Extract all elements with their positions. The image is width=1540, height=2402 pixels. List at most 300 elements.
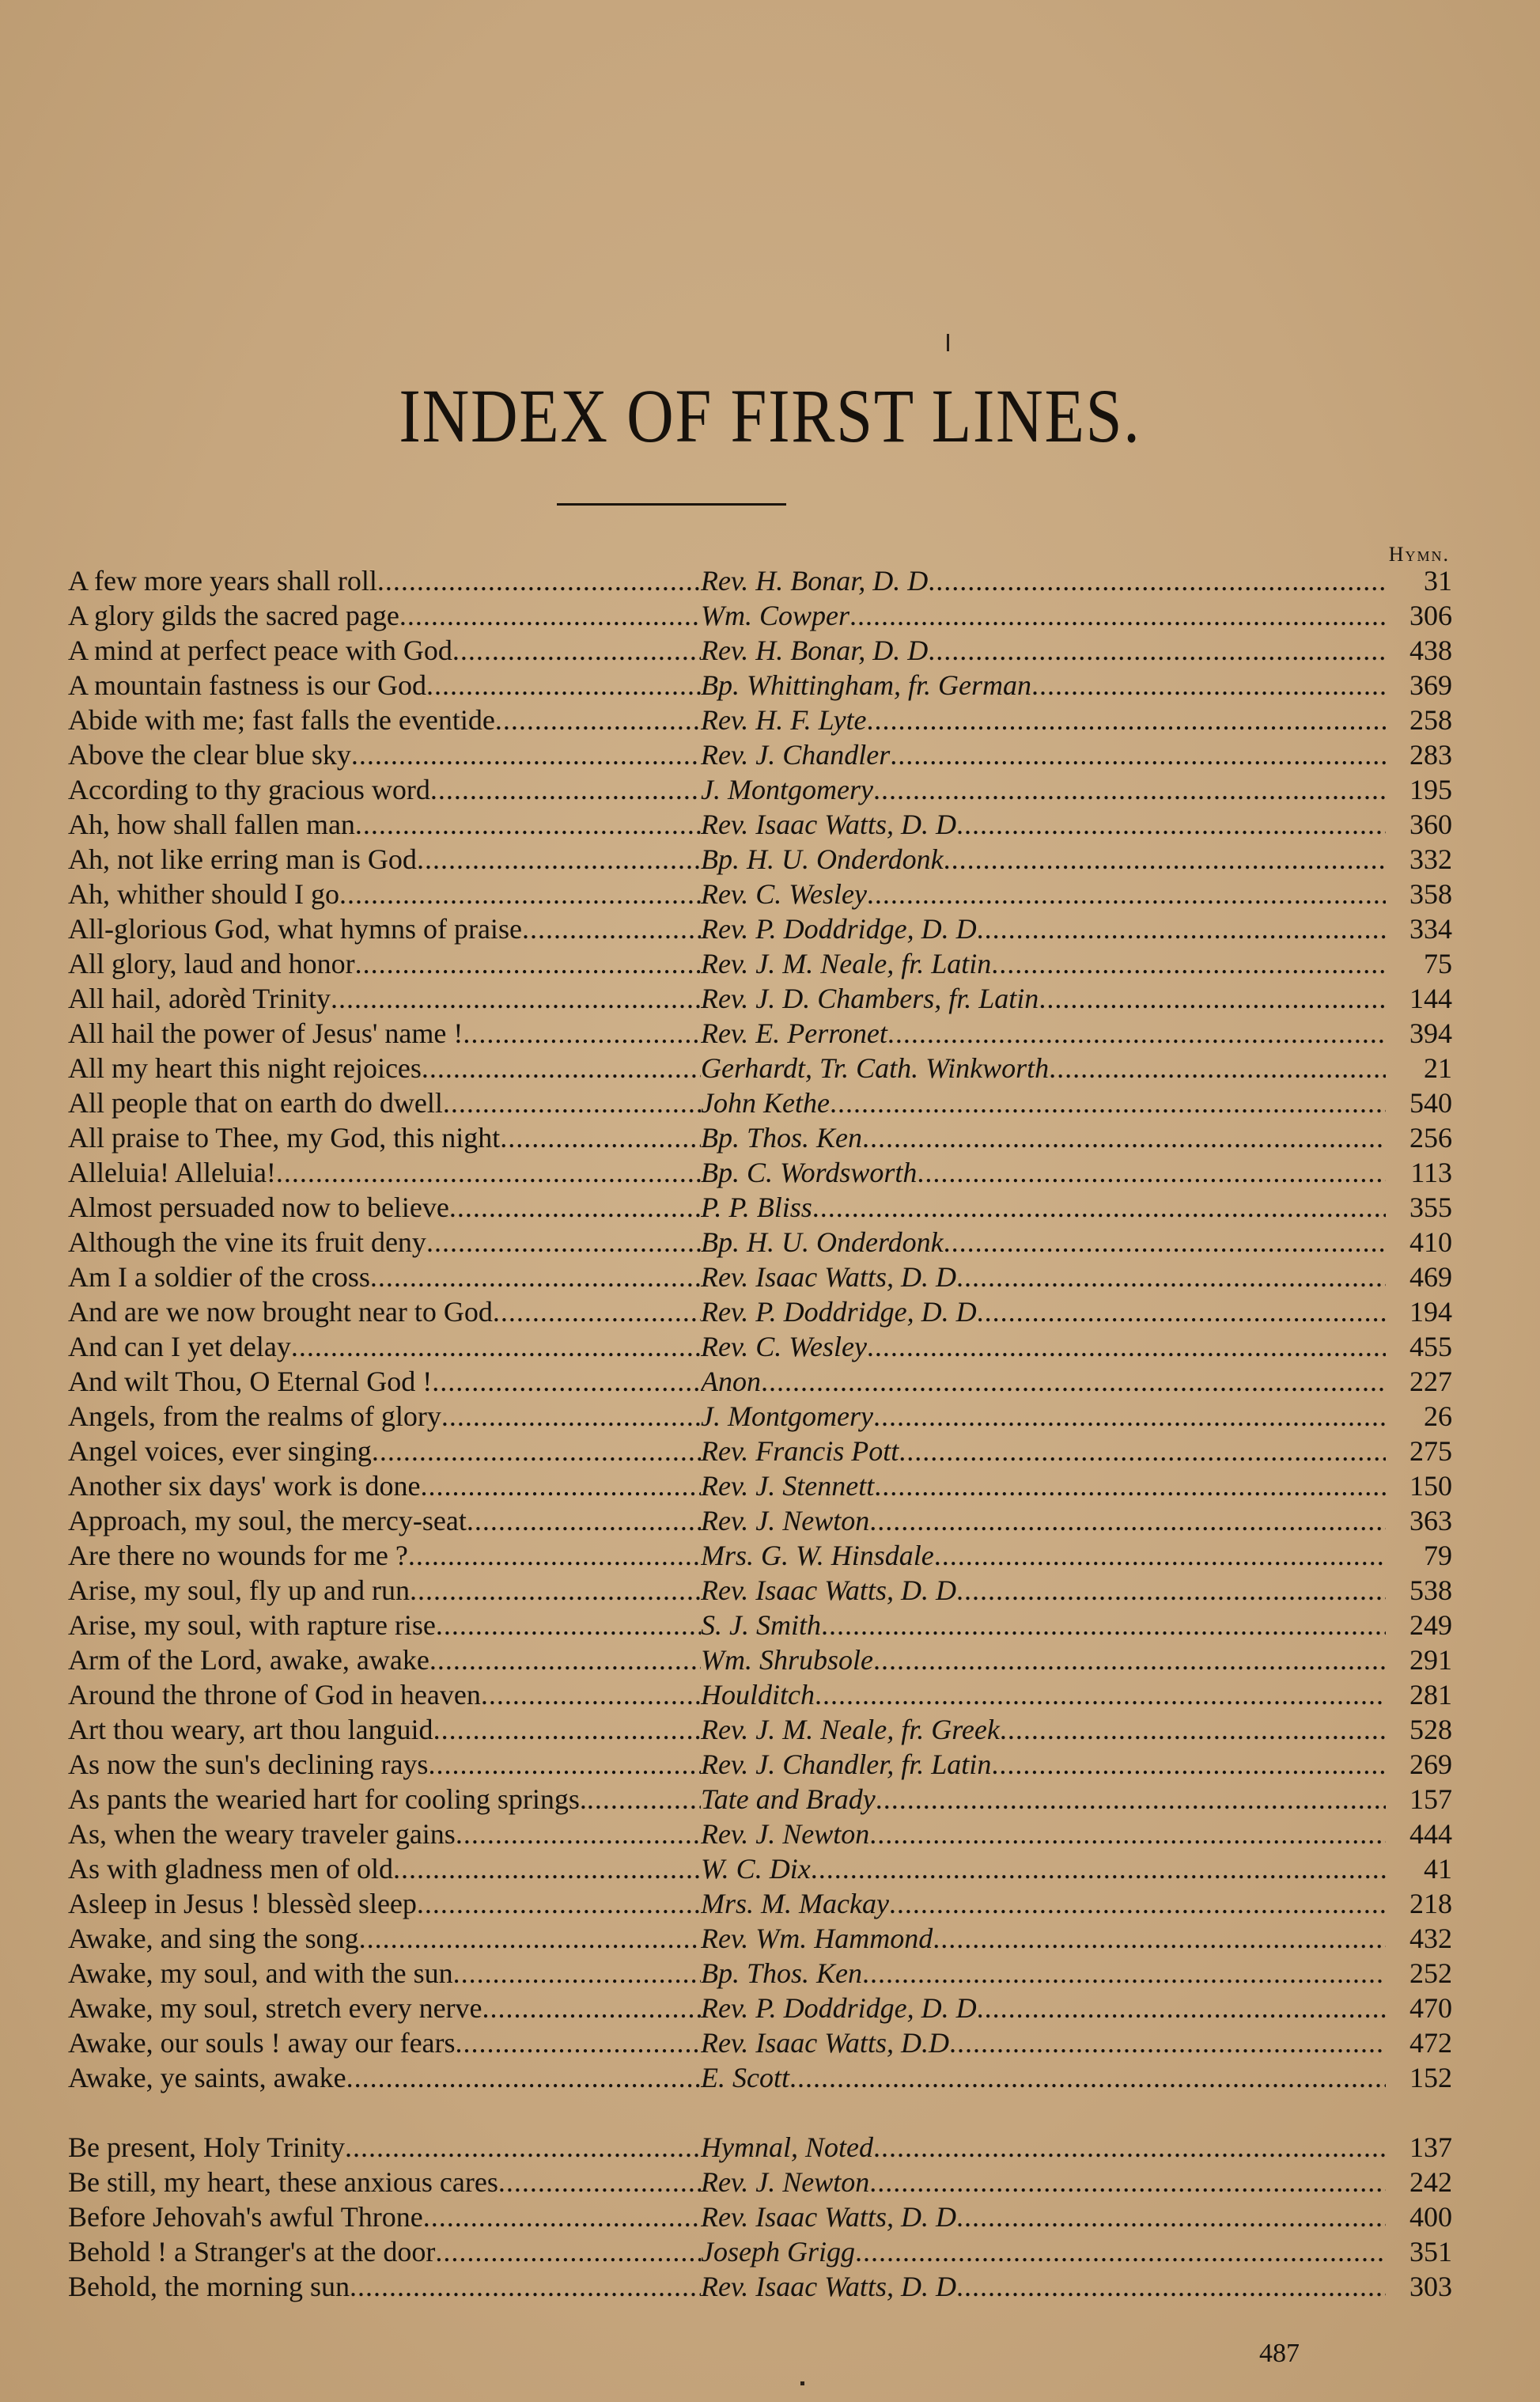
first-line: Angel voices, ever singing [68, 1435, 372, 1467]
dot-leader [433, 1712, 701, 1747]
dot-leader [436, 1608, 701, 1642]
author: Rev. C. Wesley [701, 1331, 867, 1362]
index-entry [68, 1817, 1452, 1851]
dot-leader [500, 1120, 701, 1155]
dot-leader [949, 2025, 1386, 2060]
hymn-number: 540 [1409, 1087, 1452, 1119]
dot-leader [423, 2199, 701, 2234]
dot-leader [345, 2130, 701, 2165]
dot-leader [498, 2165, 701, 2199]
first-line: Be still, my heart, these anxious cares [68, 2166, 498, 2198]
dot-leader [917, 1155, 1386, 1190]
dot-leader [493, 1294, 701, 1329]
dot-leader [867, 703, 1386, 737]
index-entry [68, 1712, 1452, 1747]
dot-leader [956, 2199, 1386, 2234]
hymn-number: 334 [1409, 913, 1452, 945]
dot-leader [482, 1991, 701, 2025]
dot-leader [370, 1260, 701, 1294]
index-entry [68, 946, 1452, 981]
index-entry [68, 2060, 1452, 2095]
hymn-number: 444 [1409, 1818, 1452, 1850]
hymn-number: 79 [1424, 1540, 1452, 1571]
index-entry [68, 1434, 1452, 1468]
first-line: Alleluia! Alleluia! [68, 1157, 276, 1188]
hymn-number: 283 [1409, 739, 1452, 771]
first-line: Behold, the morning sun [68, 2271, 350, 2302]
dot-leader [862, 1120, 1386, 1155]
hymn-column-header: Hymn. [1388, 543, 1450, 566]
index-entry [68, 1642, 1452, 1677]
author: E. Scott [701, 2062, 789, 2093]
first-line: As now the sun's declining rays [68, 1748, 429, 1780]
first-line: And are we now brought near to God [68, 1296, 493, 1328]
hymn-number: 195 [1409, 774, 1452, 805]
dot-leader [426, 668, 701, 703]
index-entry [68, 1782, 1452, 1817]
first-line: Arm of the Lord, awake, awake [68, 1644, 429, 1676]
hymn-number: 351 [1409, 2236, 1452, 2268]
dot-leader [821, 1608, 1386, 1642]
dot-leader [346, 2060, 701, 2095]
dot-leader [1031, 668, 1386, 703]
print-speck [947, 334, 949, 351]
dot-leader [812, 1190, 1386, 1225]
index-entry [68, 1364, 1452, 1399]
index-entry [68, 1538, 1452, 1573]
dot-leader [862, 1956, 1386, 1991]
dot-leader [876, 1782, 1386, 1817]
first-line: As pants the wearied hart for cooling springs. [68, 1783, 587, 1815]
author: Rev. Wm. Hammond [701, 1923, 933, 1954]
author: Bp. C. Wordsworth [701, 1157, 918, 1188]
index-entry [68, 807, 1452, 842]
dot-leader [956, 807, 1386, 842]
hymn-number: 218 [1409, 1888, 1452, 1919]
dot-leader [887, 1016, 1386, 1051]
author: Bp. H. U. Onderdonk [701, 843, 944, 875]
dot-leader [495, 703, 701, 737]
hymn-number: 332 [1409, 843, 1452, 875]
index-entry [68, 703, 1452, 737]
first-line: Awake, ye saints, awake [68, 2062, 346, 2093]
first-line: And can I yet delay [68, 1331, 291, 1362]
hymn-number: 358 [1409, 878, 1452, 910]
hymn-number: 400 [1409, 2201, 1452, 2233]
first-line: Ah, how shall fallen man [68, 809, 355, 840]
index-entry [68, 2130, 1452, 2165]
dot-leader [355, 946, 701, 981]
first-line: A mountain fastness is our God [68, 669, 426, 701]
author: Bp. Thos. Ken [701, 1957, 863, 1989]
first-line: Asleep in Jesus ! blessèd sleep [68, 1888, 417, 1919]
hymn-number: 152 [1409, 2062, 1452, 2093]
index-entry [68, 633, 1452, 668]
author: S. J. Smith [701, 1609, 821, 1641]
hymn-number: 410 [1409, 1226, 1452, 1258]
hymn-number: 306 [1409, 600, 1452, 631]
hymn-number: 31 [1424, 565, 1452, 597]
dot-leader [339, 877, 701, 911]
dot-leader [849, 598, 1386, 633]
hymn-number: 275 [1409, 1435, 1452, 1467]
author: Anon [701, 1366, 761, 1397]
index-entry [68, 2025, 1452, 2060]
dot-leader [291, 1329, 701, 1364]
dot-leader [867, 877, 1386, 911]
dot-leader [789, 2060, 1386, 2095]
hymn-number: 472 [1409, 2027, 1452, 2059]
hymn-number: 150 [1409, 1470, 1452, 1502]
dot-leader [441, 1399, 701, 1434]
index-entry [68, 1329, 1452, 1364]
author: Rev. J. Stennett [701, 1470, 875, 1502]
index-entry [68, 1608, 1452, 1642]
dot-leader [359, 1921, 701, 1956]
author: John Kethe [701, 1087, 830, 1119]
print-speck [800, 2381, 804, 2385]
index-entry [68, 1677, 1452, 1712]
author: Wm. Shrubsole [701, 1644, 873, 1676]
dot-leader [429, 1642, 701, 1677]
author: Rev. Isaac Watts, D. D [701, 2201, 956, 2233]
author: Rev. Isaac Watts, D. D [701, 809, 956, 840]
first-line: A mind at perfect peace with God [68, 635, 452, 666]
page-number: 487 [1259, 2339, 1300, 2368]
dot-leader [430, 772, 701, 807]
dot-leader [977, 1294, 1386, 1329]
index-entry [68, 2234, 1452, 2269]
dot-leader [372, 1434, 701, 1468]
author: Rev. P. Doddridge, D. D [701, 913, 977, 945]
dot-leader [874, 1468, 1386, 1503]
hymn-number: 291 [1409, 1644, 1452, 1676]
dot-leader [377, 563, 701, 598]
dot-leader [869, 2165, 1386, 2199]
index-entry [68, 842, 1452, 877]
dot-leader [355, 807, 701, 842]
dot-leader [463, 1016, 701, 1051]
dot-leader [420, 1468, 701, 1503]
dot-leader [443, 1085, 701, 1120]
hymn-number: 269 [1409, 1748, 1452, 1780]
dot-leader [977, 911, 1386, 946]
author: Rev. E. Perronet [701, 1017, 887, 1049]
first-line: A few more years shall roll [68, 565, 377, 597]
dot-leader [410, 1573, 701, 1608]
hymn-number: 394 [1409, 1017, 1452, 1049]
author: Mrs. M. Mackay [701, 1888, 889, 1919]
hymn-number: 113 [1410, 1157, 1452, 1188]
hymn-number: 369 [1409, 669, 1452, 701]
dot-leader [867, 1329, 1386, 1364]
author: Rev. P. Doddridge, D. D [701, 1296, 977, 1328]
dot-leader [873, 772, 1386, 807]
dot-leader [587, 1782, 701, 1817]
dot-leader [399, 598, 701, 633]
hymn-number: 242 [1409, 2166, 1452, 2198]
dot-leader [761, 1364, 1386, 1399]
author: Rev. H. Bonar, D. D [701, 565, 929, 597]
index-entry [68, 1886, 1452, 1921]
dot-leader [428, 1747, 701, 1782]
first-line: Awake, our souls ! away our fears [68, 2027, 456, 2059]
author: Rev. J. Chandler, fr. Latin [701, 1748, 992, 1780]
index-entry [68, 1921, 1452, 1956]
hymn-number: 256 [1409, 1122, 1452, 1154]
author: Rev. J. M. Neale, fr. Latin [701, 948, 992, 979]
index-list [68, 563, 1452, 2304]
hymn-number: 432 [1409, 1923, 1452, 1954]
first-line: Above the clear blue sky [68, 739, 351, 771]
dot-leader [426, 1225, 701, 1260]
author: Bp. H. U. Onderdonk [701, 1226, 944, 1258]
dot-leader [869, 1817, 1386, 1851]
index-entry [68, 1190, 1452, 1225]
first-line: Awake, and sing the song [68, 1923, 359, 1954]
author: Rev. Isaac Watts, D. D [701, 1574, 956, 1606]
index-entry [68, 598, 1452, 633]
first-line: Almost persuaded now to believe [68, 1192, 449, 1223]
author: Tate and Brady [701, 1783, 876, 1815]
first-line: Arise, my soul, fly up and run [68, 1574, 410, 1606]
dot-leader [991, 946, 1386, 981]
author: Rev. J. Newton [701, 1505, 870, 1536]
dot-leader [452, 633, 701, 668]
hymn-number: 21 [1424, 1052, 1452, 1084]
dot-leader [522, 911, 701, 946]
first-line: And wilt Thou, O Eternal God ! [68, 1366, 433, 1397]
author: Wm. Cowper [701, 600, 849, 631]
dot-leader [453, 1956, 701, 1991]
dot-leader [873, 1399, 1386, 1434]
hymn-number: 41 [1424, 1853, 1452, 1885]
author: Bp. Whittingham, fr. German [701, 669, 1031, 701]
first-line: Approach, my soul, the mercy-seat [68, 1505, 467, 1536]
hymn-number: 469 [1409, 1261, 1452, 1293]
dot-leader [928, 563, 1386, 598]
author: Rev. P. Doddridge, D. D [701, 1992, 977, 2024]
dot-leader [435, 2234, 701, 2269]
author: Rev. C. Wesley [701, 878, 867, 910]
author: Joseph Grigg [701, 2236, 855, 2268]
first-line: Arise, my soul, with rapture rise [68, 1609, 436, 1641]
dot-leader [855, 2234, 1386, 2269]
index-entry [68, 1225, 1452, 1260]
dot-leader [890, 737, 1386, 772]
first-line: Ah, not like erring man is God [68, 843, 417, 875]
first-line: All my heart this night rejoices [68, 1052, 422, 1084]
first-line: Be present, Holy Trinity [68, 2131, 346, 2163]
first-line: As, when the weary traveler gains [68, 1818, 456, 1850]
first-line: According to thy gracious word [68, 774, 430, 805]
hymn-number: 157 [1409, 1783, 1452, 1815]
index-entry [68, 1851, 1452, 1886]
author: Rev. J. Chandler [701, 739, 891, 771]
dot-leader [956, 1260, 1386, 1294]
index-entry [68, 737, 1452, 772]
dot-leader [276, 1155, 701, 1190]
first-line: All praise to Thee, my God, this night [68, 1122, 501, 1154]
hymn-number: 249 [1409, 1609, 1452, 1641]
dot-leader [351, 737, 701, 772]
index-entry [68, 1747, 1452, 1782]
author: J. Montgomery [701, 774, 873, 805]
first-line: Art thou weary, art thou languid [68, 1714, 433, 1745]
dot-leader [481, 1677, 701, 1712]
hymn-number: 470 [1409, 1992, 1452, 2024]
page-title: INDEX OF FIRST LINES. [399, 373, 1141, 458]
first-line: Around the throne of God in heaven [68, 1679, 481, 1711]
author: Bp. Thos. Ken [701, 1122, 863, 1154]
hymn-number: 363 [1409, 1505, 1452, 1536]
author: Rev. Isaac Watts, D. D [701, 1261, 956, 1293]
first-line: Are there no wounds for me ? [68, 1540, 408, 1571]
first-line: All people that on earth do dwell [68, 1087, 443, 1119]
index-entry [68, 772, 1452, 807]
index-entry [68, 1503, 1452, 1538]
index-entry [68, 981, 1452, 1016]
first-line: As with gladness men of old [68, 1853, 393, 1885]
dot-leader [393, 1851, 701, 1886]
author: Rev. J. M. Neale, fr. Greek [701, 1714, 1000, 1745]
author: Rev. Francis Pott [701, 1435, 899, 1467]
dot-leader [408, 1538, 701, 1573]
dot-leader [956, 2269, 1386, 2304]
hymn-number: 528 [1409, 1714, 1452, 1745]
index-entry [68, 2199, 1452, 2234]
dot-leader [977, 1991, 1386, 2025]
dot-leader [1049, 1051, 1386, 1085]
author: W. C. Dix [701, 1853, 811, 1885]
dot-leader [869, 1503, 1386, 1538]
author: Mrs. G. W. Hinsdale [701, 1540, 934, 1571]
index-entry [68, 877, 1452, 911]
author: Houlditch [701, 1679, 815, 1711]
dot-leader [456, 1817, 701, 1851]
first-line: Before Jehovah's awful Throne [68, 2201, 423, 2233]
dot-leader [889, 1886, 1386, 1921]
dot-leader [830, 1085, 1386, 1120]
index-entry [68, 1468, 1452, 1503]
dot-leader [1000, 1712, 1386, 1747]
author: Rev. J. Newton [701, 1818, 870, 1850]
first-line: Awake, my soul, stretch every nerve [68, 1992, 482, 2024]
index-entry [68, 1260, 1452, 1294]
dot-leader [1039, 981, 1386, 1016]
dot-leader [991, 1747, 1386, 1782]
hymn-number: 303 [1409, 2271, 1452, 2302]
dot-leader [422, 1051, 701, 1085]
first-line: Abide with me; fast falls the eventide [68, 704, 495, 736]
first-line: All glory, laud and honor [68, 948, 355, 979]
index-entry [68, 1085, 1452, 1120]
first-line: All-glorious God, what hymns of praise [68, 913, 522, 945]
index-entry [68, 1956, 1452, 1991]
hymn-number: 26 [1424, 1400, 1452, 1432]
index-entry [68, 1016, 1452, 1051]
first-line: Another six days' work is done [68, 1470, 421, 1502]
hymn-number: 455 [1409, 1331, 1452, 1362]
hymn-number: 144 [1409, 983, 1452, 1014]
index-entry [68, 1294, 1452, 1329]
dot-leader [944, 842, 1386, 877]
dot-leader [467, 1503, 701, 1538]
first-line: Awake, my soul, and with the sun [68, 1957, 453, 1989]
author: J. Montgomery [701, 1400, 873, 1432]
index-entry [68, 1120, 1452, 1155]
dot-leader [815, 1677, 1386, 1712]
dot-leader [873, 2130, 1386, 2165]
author: Rev. H. F. Lyte [701, 704, 867, 736]
author: Rev. J. Newton [701, 2166, 870, 2198]
first-line: All hail, adorèd Trinity [68, 983, 331, 1014]
first-line: Although the vine its fruit deny [68, 1226, 426, 1258]
dot-leader [934, 1538, 1386, 1573]
author: Rev. Isaac Watts, D. D [701, 2271, 956, 2302]
dot-leader [417, 842, 701, 877]
dot-leader [944, 1225, 1386, 1260]
dot-leader [956, 1573, 1386, 1608]
title-rule [557, 503, 786, 506]
dot-leader [933, 1921, 1386, 1956]
dot-leader [417, 1886, 701, 1921]
hymn-number: 538 [1409, 1574, 1452, 1606]
dot-leader [350, 2269, 701, 2304]
hymn-number: 137 [1409, 2131, 1452, 2163]
hymn-number: 438 [1409, 635, 1452, 666]
hymn-number: 75 [1424, 948, 1452, 979]
author: Hymnal, Noted [701, 2131, 873, 2163]
author: P. P. Bliss [701, 1192, 812, 1223]
author: Gerhardt, Tr. Cath. Winkworth [701, 1052, 1050, 1084]
first-line: All hail the power of Jesus' name ! [68, 1017, 464, 1049]
index-entry [68, 1051, 1452, 1085]
dot-leader [899, 1434, 1386, 1468]
dot-leader [811, 1851, 1386, 1886]
first-line: Am I a soldier of the cross [68, 1261, 370, 1293]
author: Rev. Isaac Watts, D.D [701, 2027, 949, 2059]
dot-leader [331, 981, 701, 1016]
hymn-number: 227 [1409, 1366, 1452, 1397]
index-entry [68, 1155, 1452, 1190]
dot-leader [432, 1364, 701, 1399]
index-entry [68, 2165, 1452, 2199]
index-entry [68, 668, 1452, 703]
index-entry [68, 1573, 1452, 1608]
index-entry [68, 1991, 1452, 2025]
author: Rev. J. D. Chambers, fr. Latin [701, 983, 1039, 1014]
hymn-number: 281 [1409, 1679, 1452, 1711]
first-line: A glory gilds the sacred page [68, 600, 399, 631]
author: Rev. H. Bonar, D. D [701, 635, 929, 666]
hymn-number: 258 [1409, 704, 1452, 736]
first-line: Ah, whither should I go [68, 878, 339, 910]
index-entry [68, 911, 1452, 946]
hymn-number: 194 [1409, 1296, 1452, 1328]
dot-leader [928, 633, 1386, 668]
first-line: Angels, from the realms of glory [68, 1400, 441, 1432]
hymn-number: 252 [1409, 1957, 1452, 1989]
hymn-number: 360 [1409, 809, 1452, 840]
dot-leader [873, 1642, 1386, 1677]
first-line: Behold ! a Stranger's at the door [68, 2236, 436, 2268]
dot-leader [449, 1190, 701, 1225]
index-entry [68, 2269, 1452, 2304]
index-entry [68, 1399, 1452, 1434]
hymn-number: 355 [1409, 1192, 1452, 1223]
index-entry [68, 563, 1452, 598]
